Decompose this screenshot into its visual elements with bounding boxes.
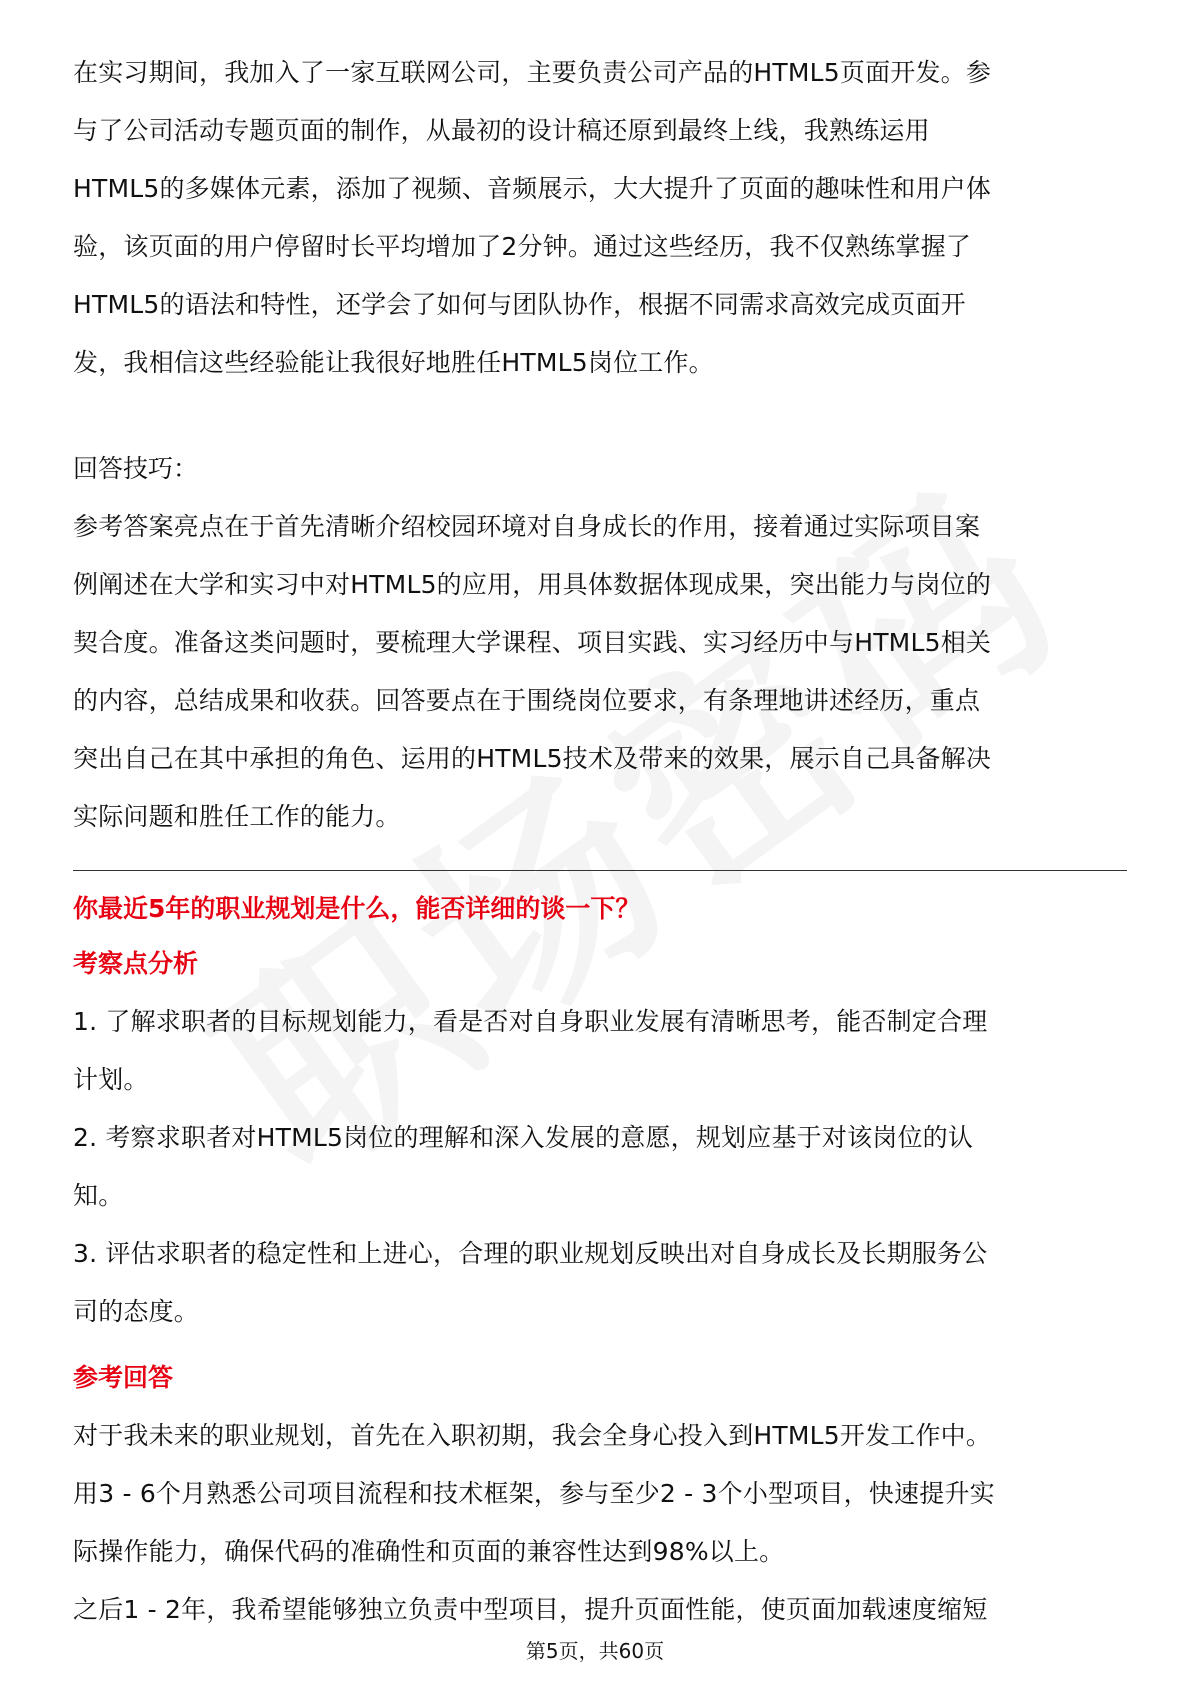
- text-line: 司的态度。: [73, 1297, 200, 1326]
- tips-paragraph: [73, 498, 1127, 846]
- page-content: [73, 44, 1127, 1639]
- text-line: 际操作能力，确保代码的准确性和页面的兼容性达到98%以上。: [73, 1537, 785, 1566]
- text-line: 突出自己在其中承担的角色、运用的HTML5技术及带来的效果，展示自己具备解决: [73, 744, 992, 773]
- text-line: HTML5的语法和特性，还学会了如何与团队协作，根据不同需求高效完成页面开: [73, 290, 966, 319]
- internship-paragraph: [73, 44, 1127, 392]
- section-divider: [73, 870, 1127, 871]
- text-line: 参考答案亮点在于首先清晰介绍校园环境对自身成长的作用，接着通过实际项目案: [73, 512, 981, 541]
- spacer: [73, 392, 1127, 440]
- text-line: 知。: [73, 1181, 124, 1210]
- text-line: 用3 - 6个月熟悉公司项目流程和技术框架，参与至少2 - 3个小型项目，快速提升实: [73, 1479, 995, 1508]
- text-line: 在实习期间，我加入了一家互联网公司，主要负责公司产品的HTML5页面开发。参: [73, 58, 992, 87]
- text-line: 与了公司活动专题页面的制作，从最初的设计稿还原到最终上线，我熟练运用: [73, 116, 930, 145]
- text-line: 计划。: [73, 1065, 149, 1094]
- analysis-list: [73, 993, 1127, 1341]
- answer-paragraph: [73, 1407, 1127, 1639]
- text-line: 2. 考察求职者对HTML5岗位的理解和深入发展的意愿，规划应基于对该岗位的认: [73, 1123, 974, 1152]
- tips-label: 回答技巧：: [73, 454, 199, 483]
- analysis-heading: 考察点分析: [73, 949, 199, 978]
- text-line: 验，该页面的用户停留时长平均增加了2分钟。通过这些经历，我不仅熟练掌握了: [73, 232, 972, 261]
- text-line: HTML5的多媒体元素，添加了视频、音频展示，大大提升了页面的趣味性和用户体: [73, 174, 992, 203]
- text-line: 的内容，总结成果和收获。回答要点在于围绕岗位要求，有条理地讲述经历，重点: [73, 686, 981, 715]
- page-number: 第5页，共60页: [525, 1639, 665, 1663]
- text-line: 对于我未来的职业规划，首先在入职初期，我会全身心投入到HTML5开发工作中。: [73, 1421, 992, 1450]
- text-line: 契合度。准备这类问题时，要梳理大学课程、项目实践、实习经历中与HTML5相关: [73, 628, 992, 657]
- question-heading: 你最近5年的职业规划是什么，能否详细的谈一下？: [73, 894, 641, 923]
- answer-heading: 参考回答: [73, 1363, 174, 1392]
- text-line: 实际问题和胜任工作的能力。: [73, 802, 401, 831]
- text-line: 1. 了解求职者的目标规划能力，看是否对自身职业发展有清晰思考，能否制定合理: [73, 1007, 988, 1036]
- spacer: [73, 1341, 1127, 1349]
- text-line: 之后1 - 2年，我希望能够独立负责中型项目，提升页面性能，使页面加载速度缩短: [73, 1595, 988, 1624]
- text-line: 例阐述在大学和实习中对HTML5的应用，用具体数据体现成果，突出能力与岗位的: [73, 570, 992, 599]
- text-line: 3. 评估求职者的稳定性和上进心，合理的职业规划反映出对自身成长及长期服务公: [73, 1239, 988, 1268]
- text-line: 发，我相信这些经验能让我很好地胜任HTML5岗位工作。: [73, 348, 714, 377]
